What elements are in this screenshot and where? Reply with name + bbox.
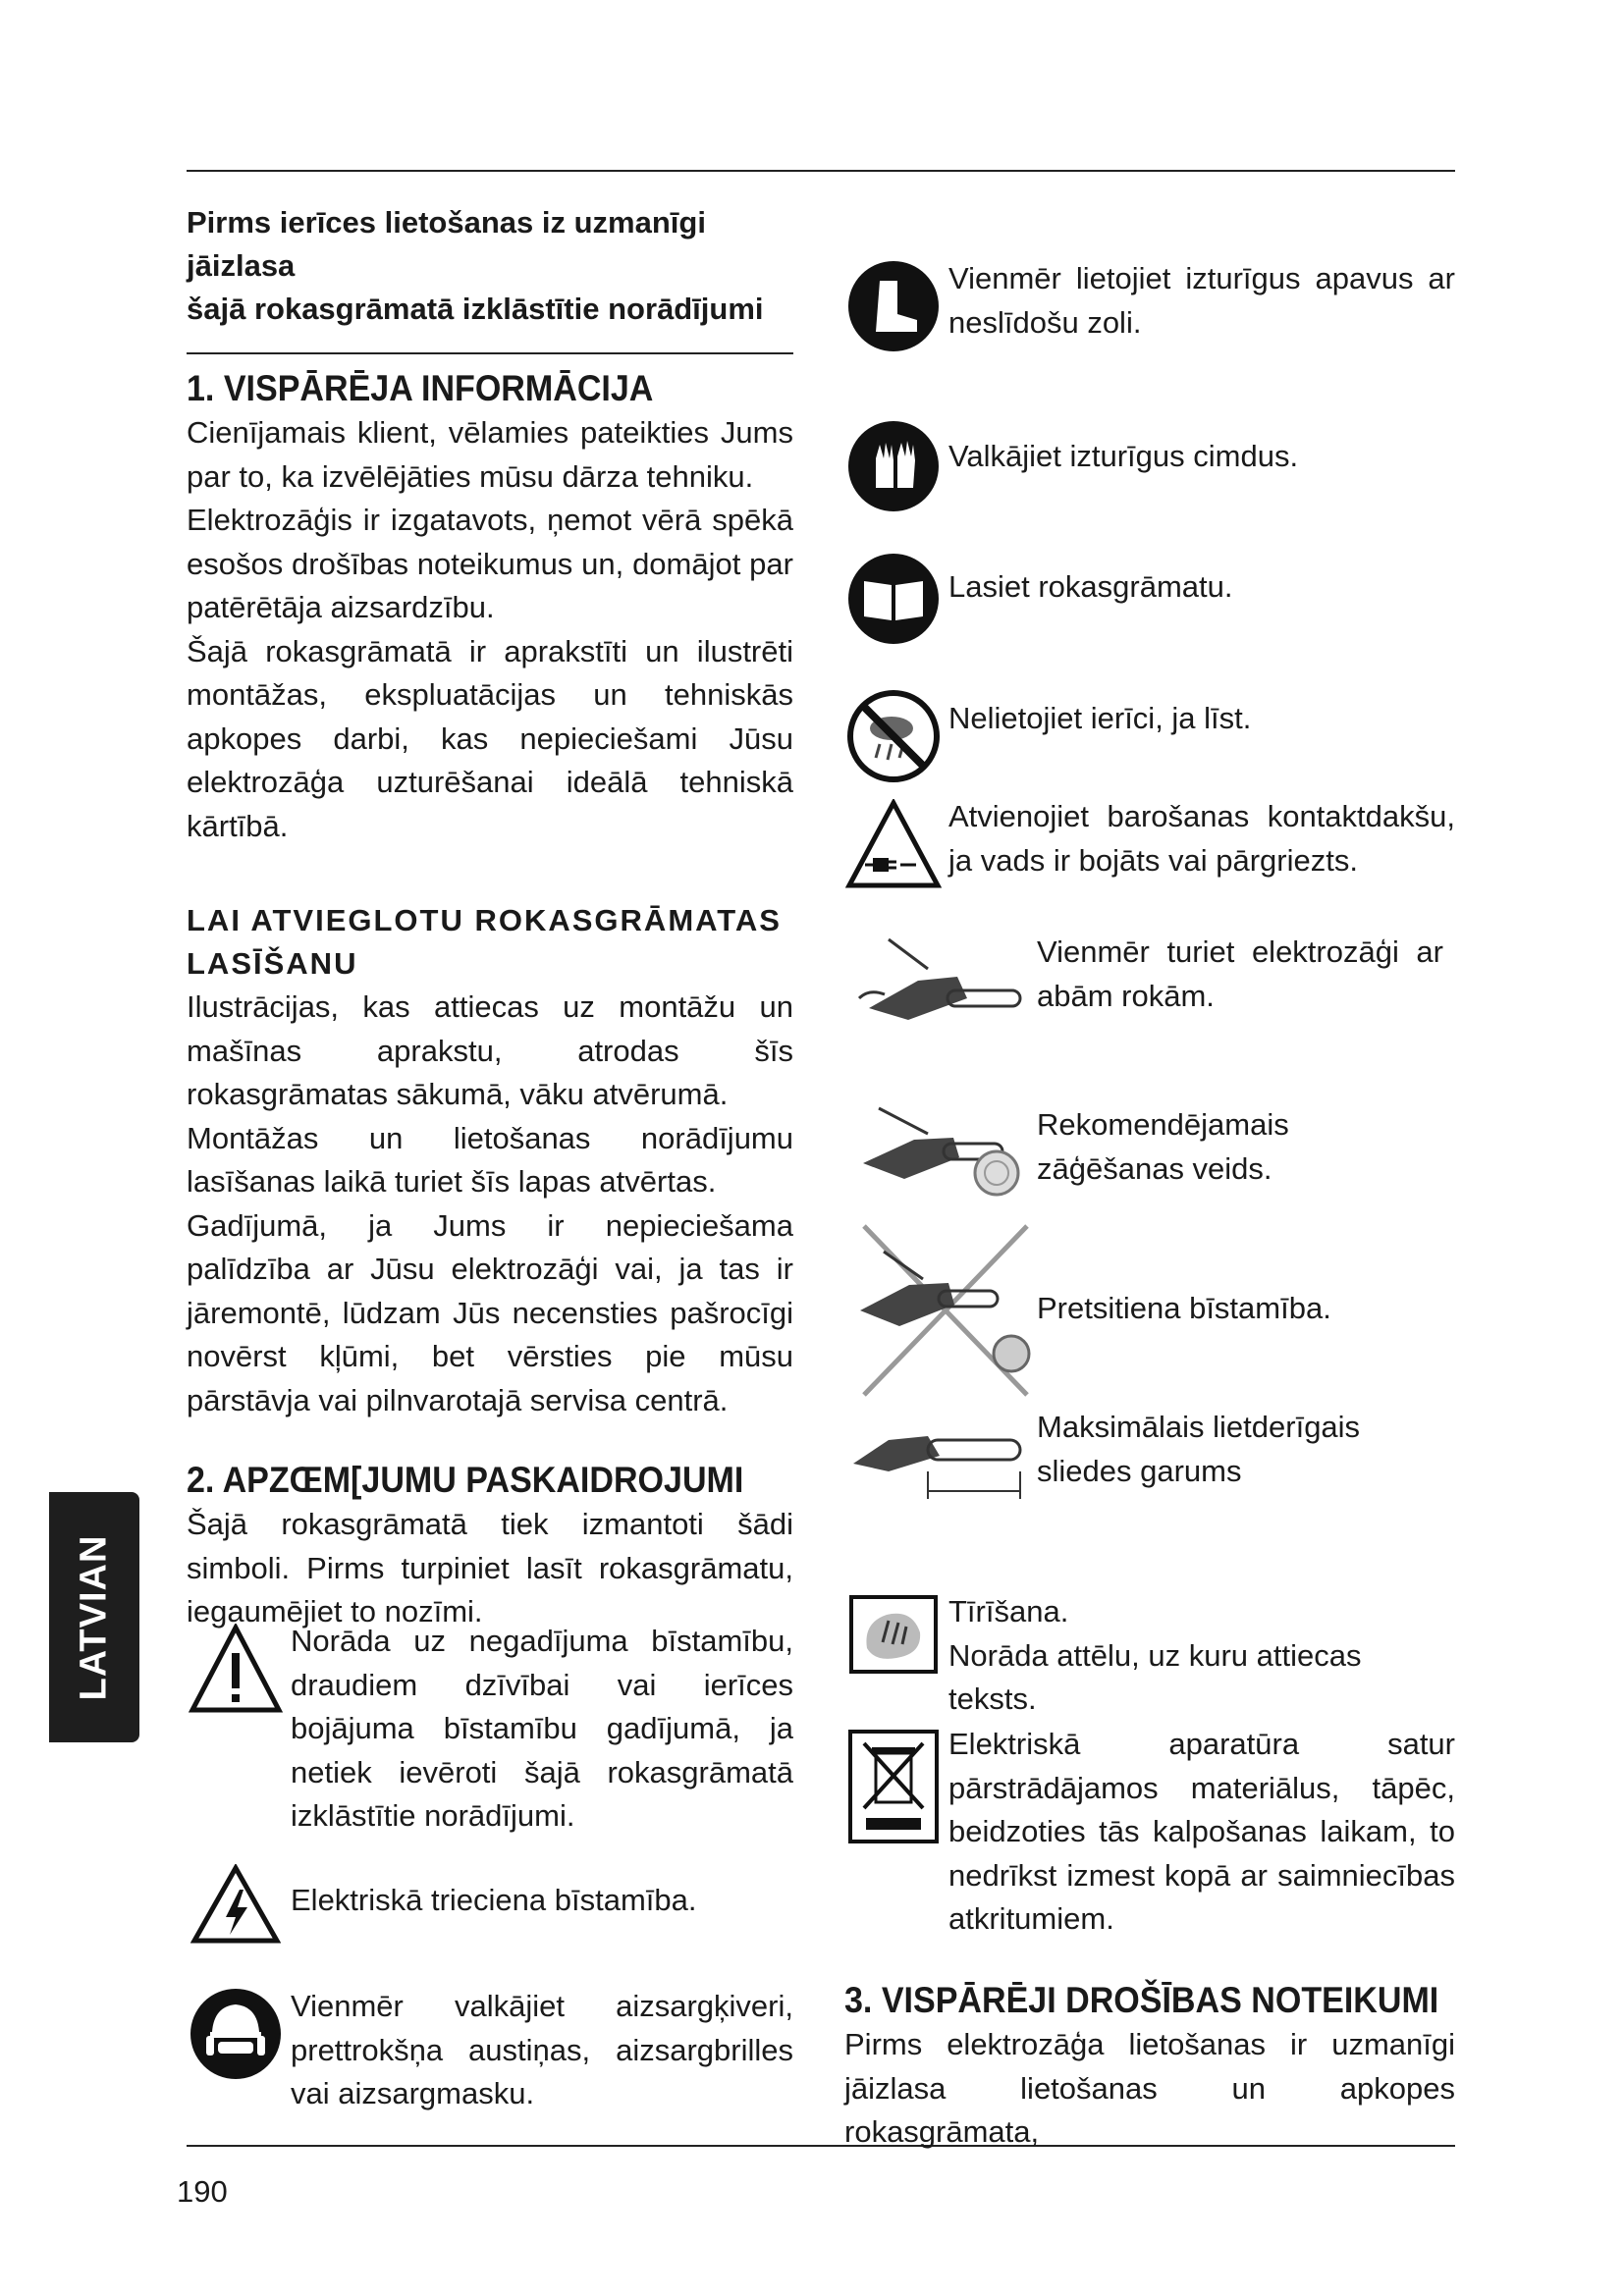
symbol-boots — [844, 257, 1455, 355]
safety-boots-icon — [844, 257, 943, 355]
symbol-weee-text: Elektriskā aparatūra satur pārstrādājamos materiālus, tāpēc, beidzoties tās kalpošanas laikam, to nedrīkst izmest kopā ar saimniecības atkritumiem. — [948, 1727, 1455, 1936]
symbol-electric-text: Elektriskā trieciena bīstamība. — [291, 1883, 697, 1917]
section-2-heading: 2. APZŒM[JUMU PASKAIDROJUMI — [187, 1460, 744, 1500]
two-hands-icon — [844, 925, 1031, 1042]
no-rain-icon — [844, 687, 943, 785]
symbol-unplug — [844, 795, 1455, 893]
symbol-gloves-text: Valkājiet izturīgus cimdus. — [948, 439, 1299, 473]
section-2-paragraph-1: Šajā rokasgrāmatā tiek izmantoti šādi simboli. Pirms turpiniet lasīt rokasgrāmatu, iegaumējiet to nozīmi. — [187, 1507, 793, 1629]
symbol-cleaning — [844, 1590, 1455, 1722]
symbol-cutting — [844, 1090, 1455, 1207]
section-3-heading: 3. VISPĀRĒJI DROŠĪBAS NOTEIKUMI — [844, 1980, 1439, 2020]
symbol-weee — [844, 1723, 1455, 1942]
symbol-two-hands — [844, 925, 1455, 1042]
weee-bin-icon — [844, 1723, 943, 1850]
page-number: 190 — [177, 2174, 228, 2209]
bar-length-icon — [844, 1406, 1031, 1514]
section-3-paragraph-1: Pirms elektrozāģa lietošanas ir uzmanīgi jāizlasa lietošanas un apkopes rokasgrāmata, — [844, 2027, 1455, 2149]
section-3 — [844, 1978, 1455, 2155]
intro-line-2: šajā rokasgrāmatā izklāstītie norādījumi — [187, 292, 764, 326]
symbol-unplug-text: Atvienojiet barošanas kontaktdakšu, ja vads ir bojāts vai pārgriezts. — [948, 799, 1455, 878]
symbol-warning — [187, 1620, 793, 1839]
symbol-cleaning-title: Tīrīšana. — [948, 1594, 1069, 1629]
gloves-icon — [844, 417, 943, 515]
reading-paragraph-3: Gadījumā, ja Jums ir nepieciešama palīdzība ar Jūsu elektrozāģi vai, ja tas ir jāremontē, lūdzam Jūs necensties pašrocīgi novērst kļūmi, bet vērsties pie mūsu pārstāvja vai pilnvarotajā servisa centrā. — [187, 1207, 793, 1417]
electric-shock-icon — [187, 1865, 285, 1944]
symbol-electric — [187, 1865, 793, 1944]
symbol-boots-text: Vienmēr lietojiet izturīgus apavus ar neslīdošu zoli. — [948, 261, 1455, 340]
intro-line-1: Pirms ierīces lietošanas iz uzmanīgi jāizlasa — [187, 205, 706, 283]
language-side-tab-label: LATVIAN — [73, 1534, 115, 1700]
left-column — [187, 201, 793, 1634]
symbol-cutting-text: Rekomendējamais zāģēšanas veids. — [1037, 1107, 1289, 1186]
symbol-bar-length — [844, 1406, 1455, 1514]
section-1-paragraph-3: Šajā rokasgrāmatā ir aprakstīti un ilustrēti montāžas, ekspluatācijas un tehniskās apkopes darbi, kas nepieciešami Jūsu elektrozāģa uzturēšanai ideālā tehniskā kārtībā. — [187, 633, 793, 843]
section-1-paragraph-1: Cienījamais klient, vēlamies pateikties Jums par to, ka izvēlējāties mūsu dārza tehniku. — [187, 415, 793, 494]
section-divider — [187, 352, 793, 354]
warning-triangle-icon — [187, 1620, 285, 1718]
symbol-two-hands-text: Vienmēr turiet elektrozāģi ar abām rokām. — [1037, 934, 1443, 1013]
symbol-rain — [844, 687, 1455, 785]
symbol-gloves — [844, 417, 1455, 515]
symbol-bar-length-text: Maksimālais lietderīgais sliedes garums — [1037, 1410, 1361, 1488]
top-rule — [187, 170, 1455, 172]
helmet-protection-icon — [187, 1985, 285, 2083]
section-1-paragraph-2: Elektrozāģis ir izgatavots, ņemot vērā spēkā esošos drošības noteikumus un, domājot par patērētāja aizsardzību. — [187, 503, 793, 624]
section-1-heading: 1. VISPĀRĒJA INFORMĀCIJA — [187, 368, 654, 408]
read-manual-icon — [844, 550, 943, 648]
symbol-manual — [844, 550, 1455, 648]
unplug-warning-icon — [844, 795, 943, 893]
symbol-helmet-text: Vienmēr valkājiet aizsargķiveri, prettrokšņa austiņas, aizsargbrilles vai aizsargmasku. — [291, 1989, 793, 2110]
recommended-cutting-icon — [844, 1090, 1031, 1207]
symbol-kickback — [844, 1222, 1455, 1399]
reading-paragraph-1: Ilustrācijas, kas attiecas uz montāžu un mašīnas aprakstu, atrodas šīs rokasgrāmatas sākumā, vāku atvērumā. — [187, 989, 793, 1111]
symbol-warning-text: Norāda uz negadījuma bīstamību, draudiem dzīvībai vai ierīces bojājuma bīstamību gadījumā, ja netiek ievēroti šajā rokasgrāmatā izklāstītie norādījumi. — [291, 1624, 793, 1833]
reading-paragraph-2: Montāžas un lietošanas norādījumu lasīšanas laikā turiet šīs lapas atvērtas. — [187, 1120, 793, 1199]
language-side-tab — [49, 1492, 139, 1742]
cleaning-icon — [844, 1590, 943, 1679]
symbol-kickback-text: Pretsitiena bīstamība. — [1037, 1291, 1331, 1325]
symbol-manual-text: Lasiet rokasgrāmatu. — [948, 569, 1233, 604]
symbol-helmet — [187, 1985, 793, 2116]
symbol-rain-text: Nelietojiet ierīci, ja līst. — [948, 701, 1252, 735]
kickback-danger-icon — [844, 1222, 1031, 1399]
reading-heading: LAI ATVIEGLOTU ROKASGRĀMATAS LASĪŠANU — [187, 903, 782, 981]
symbol-cleaning-text: Norāda attēlu, uz kuru attiecas teksts. — [948, 1637, 1362, 1716]
